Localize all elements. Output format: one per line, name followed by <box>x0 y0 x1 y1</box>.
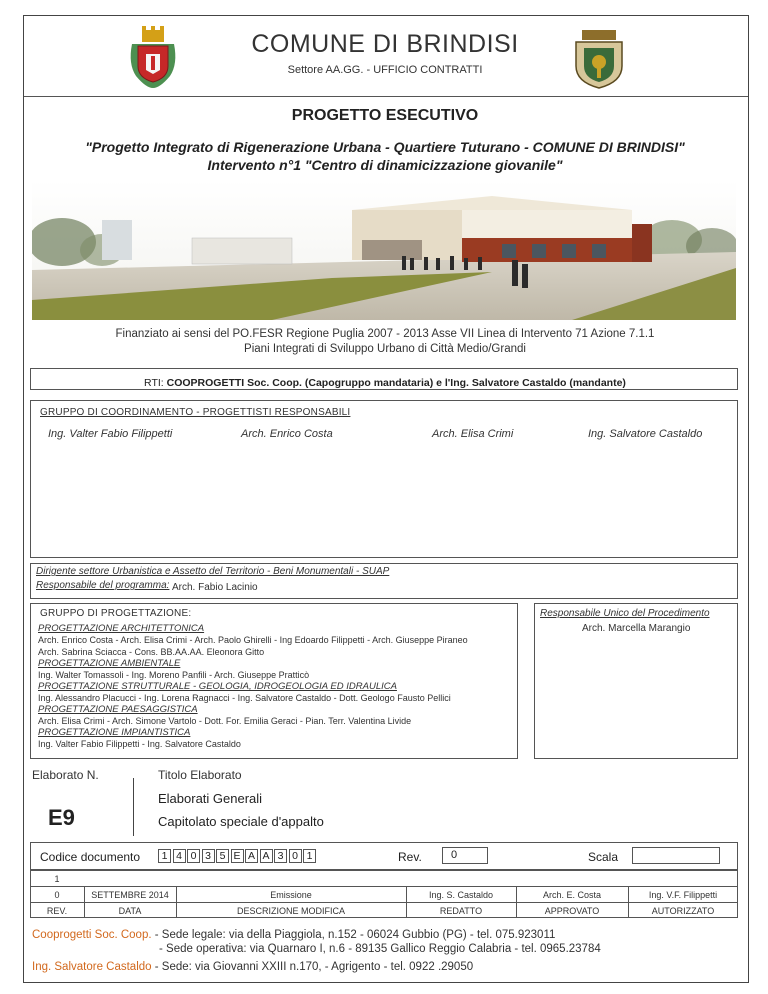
rev-value: 0 <box>442 847 488 864</box>
funding-text <box>40 327 730 357</box>
funding-line2: Piani Integrati di Sviluppo Urbano di Città Medio/Grandi <box>244 343 526 355</box>
section-ambientale-line1: Ing. Walter Tomassoli - Ing. Moreno Panfili - Arch. Giuseppe Pratticò <box>38 670 310 680</box>
coordinator-3: Arch. Elisa Crimi <box>432 428 514 440</box>
elaborato-number: E9 <box>48 805 75 830</box>
codice-label: Codice documento <box>40 850 141 864</box>
header-divider <box>24 96 748 97</box>
revision-header-redatto: REDATTO <box>439 906 483 916</box>
section-strutturale-line1: Ing. Alessandro Placucci - Ing. Lorena Ragnacci - Ing. Salvatore Castaldo - Dott. Geologo Fausto Pellici <box>38 693 451 703</box>
footer-ing-name: Ing. Salvatore Castaldo <box>32 961 152 973</box>
codice-digit: A <box>245 849 258 863</box>
revision-approvato: Arch. E. Costa <box>542 890 602 900</box>
revision-description: Emissione <box>270 890 312 900</box>
footer-castaldo <box>32 961 473 973</box>
revision-header-rev: REV. <box>46 906 68 916</box>
codice-digit: 3 <box>202 849 215 863</box>
section-paesaggistica-line1: Arch. Elisa Crimi - Arch. Simone Vartolo - Dott. For. Emilia Geraci - Pian. Terr. Valentina Livide <box>38 716 412 726</box>
codice-digit: A <box>260 849 273 863</box>
codice-digit: 0 <box>187 849 200 863</box>
scala-label: Scala <box>588 850 619 864</box>
coordination-box <box>30 400 738 558</box>
elaborato-title-label: Titolo Elaborato <box>158 768 242 782</box>
rev-label: Rev. <box>398 850 422 864</box>
section-paesaggistica-title: PROGETTAZIONE PAESAGGISTICA <box>38 704 198 715</box>
elaborato-title-2: Capitolato speciale d'appalto <box>158 814 324 829</box>
elaborato-number-label: Elaborato N. <box>32 768 99 782</box>
revision-empty-row-number: 1 <box>54 874 60 884</box>
revision-header-date: DATA <box>118 906 142 916</box>
revision-header-description: DESCRIZIONE MODIFICA <box>236 906 345 916</box>
design-sections <box>38 623 468 750</box>
programme-manager-label: Responsabile del programma: <box>36 580 170 591</box>
elaborato-divider <box>133 778 134 836</box>
project-title <box>40 138 730 174</box>
coordinator-4: Ing. Salvatore Castaldo <box>588 428 703 440</box>
rup-name: Arch. Marcella Marangio <box>582 623 691 634</box>
section-architettonica-title: PROGETTAZIONE ARCHITETTONICA <box>38 623 205 634</box>
codice-digit: 1 <box>158 849 171 863</box>
coordination-heading: GRUPPO DI COORDINAMENTO - PROGETTISTI RESPONSABILI <box>40 407 351 418</box>
codice-digit: 3 <box>274 849 287 863</box>
footer-coop-line2: - Sede operativa: via Quarnaro I, n.6 - 89135 Gallico Reggio Calabria - tel. 0965.23784 <box>159 943 601 955</box>
revision-redatto: Ing. S. Castaldo <box>428 890 494 900</box>
codice-digit: 0 <box>289 849 302 863</box>
rti-label: RTI: <box>144 377 164 389</box>
footer-coop-line1: - Sede legale: via della Piaggiola, n.152 - 06024 Gubbio (PG) - tel. 075.923011 <box>154 929 556 941</box>
elaborato-title-1: Elaborati Generali <box>158 791 263 806</box>
municipality-title: COMUNE DI BRINDISI <box>251 30 519 58</box>
office-subtitle: Settore AA.GG. - UFFICIO CONTRATTI <box>287 64 483 76</box>
project-title-line2: Intervento n°1 "Centro di dinamicizzazione giovanile" <box>207 157 563 173</box>
dirigente-line: Dirigente settore Urbanistica e Assetto del Territorio - Beni Monumentali - SUAP <box>36 566 390 577</box>
revision-autorizzato: Ing. V.F. Filippetti <box>648 890 718 900</box>
section-ambientale-title: PROGETTAZIONE AMBIENTALE <box>38 658 181 669</box>
design-group-heading: GRUPPO DI PROGETTAZIONE: <box>40 608 192 619</box>
section-architettonica-line2: Arch. Sabrina Sciacca - Cons. BB.AA.AA. Eleonora Gitto <box>38 647 265 657</box>
revision-row-divider-1 <box>30 886 738 887</box>
section-strutturale-title: PROGETTAZIONE STRUTTURALE - GEOLOGIA, IDROGEOLOGIA ED IDRAULICA <box>38 681 397 692</box>
codice-digit: E <box>231 849 244 863</box>
revision-header-approvato: APPROVATO <box>544 906 600 916</box>
project-type: PROGETTO ESECUTIVO <box>291 107 479 124</box>
revision-rev: 0 <box>54 890 60 900</box>
codice-digit: 1 <box>303 849 316 863</box>
codice-digit: 5 <box>216 849 229 863</box>
rti-text: COOPROGETTI Soc. Coop. (Capogruppo mandataria) e l'Ing. Salvatore Castaldo (mandante) <box>166 377 626 389</box>
section-impiantistica-line1: Ing. Valter Fabio Filippetti - Ing. Salvatore Castaldo <box>38 739 241 749</box>
footer-cooprogetti <box>32 928 555 943</box>
revision-date: SETTEMBRE 2014 <box>91 890 169 900</box>
revision-row-divider-2 <box>30 902 738 903</box>
revision-header-autorizzato: AUTORIZZATO <box>651 906 715 916</box>
programme-manager-name: Arch. Fabio Lacinio <box>172 582 258 593</box>
rup-heading: Responsabile Unico del Procedimento <box>540 608 710 619</box>
coordinator-2: Arch. Enrico Costa <box>241 428 333 440</box>
section-impiantistica-title: PROGETTAZIONE IMPIANTISTICA <box>38 727 191 738</box>
architectural-render-image <box>32 180 736 320</box>
funding-line1: Finanziato ai sensi del PO.FESR Regione Puglia 2007 - 2013 Asse VII Linea di Intervento 71 Azione 7.1.1 <box>115 328 655 340</box>
section-architettonica-line1: Arch. Enrico Costa - Arch. Elisa Crimi - Arch. Paolo Ghirelli - Ing Edoardo Filippetti - Arch. Giuseppe Piraneo <box>38 635 468 645</box>
footer-coop-name: Cooprogetti Soc. Coop. <box>32 929 152 941</box>
footer-ing-line: - Sede: via Giovanni XXIII n.170, - Agrigento - tel. 0922 .29050 <box>154 961 474 973</box>
project-title-line1: "Progetto Integrato di Rigenerazione Urbana - Quartiere Tuturano - COMUNE DI BRINDISI" <box>85 139 685 155</box>
codice-digit: 4 <box>173 849 186 863</box>
coordinator-1: Ing. Valter Fabio Filippetti <box>48 428 173 440</box>
scala-value <box>632 847 720 864</box>
rti-line <box>40 377 730 389</box>
